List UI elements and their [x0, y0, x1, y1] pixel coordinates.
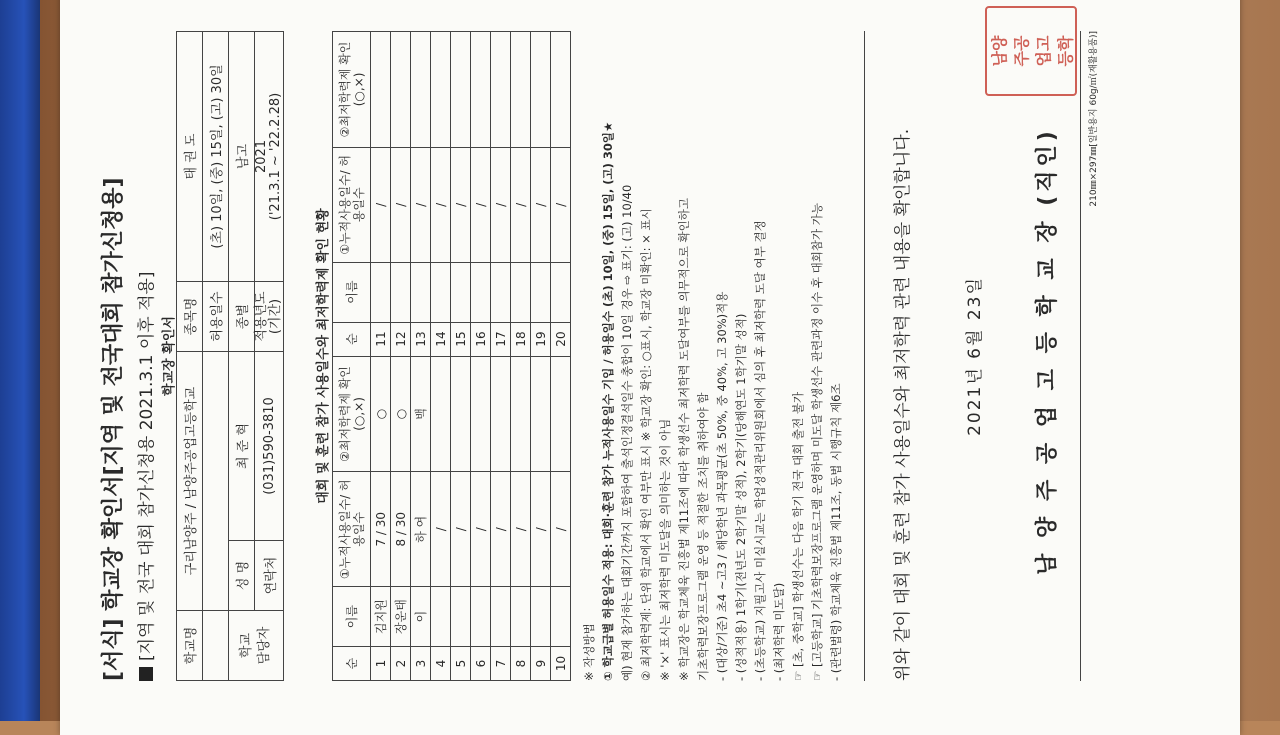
row-check: [451, 356, 471, 472]
note-line: ☞ [고등학교] 기초학력보장프로그램 운영하며 미도달 학생선수 관련과정 이수 후 대회참가 가능: [810, 203, 824, 681]
row-check: [371, 32, 391, 148]
notes-block: [580, 122, 846, 681]
row-no: 11: [371, 322, 391, 356]
row-name: 김지원: [371, 587, 391, 647]
row-check: [491, 32, 511, 148]
note-line: 기초학력보장프로그램 운영 등 적절한 조치를 취하여야 함: [696, 392, 710, 681]
row-name: [511, 262, 531, 322]
note-line: - (관련법령) 학교체육 진흥법 제11조, 동법 시행규칙 제6조: [829, 383, 843, 681]
row-no: 15: [451, 322, 471, 356]
table-row: [371, 32, 391, 681]
row-no: 1: [371, 647, 391, 681]
table-row: [531, 32, 551, 681]
page-title: [132, 271, 157, 681]
row-days: /: [391, 147, 411, 262]
row-no: 16: [471, 322, 491, 356]
table-row: [411, 32, 431, 681]
row-check: [471, 356, 491, 472]
note-line: ☞ [초, 중학교] 학생선수는 다음 학기 전국 대회 출전 불가: [791, 391, 805, 681]
athletes-table: [332, 31, 571, 681]
col-days: ①누적사용일수/ 허용일수: [333, 472, 371, 587]
row-days: /: [511, 472, 531, 587]
event-value: 태 권 도: [177, 32, 203, 282]
note-line: ※ '×' 표시는 최저학력 미도달을 의미하는 것이 아님: [658, 418, 672, 681]
col-days: ①누적사용일수/ 허용일수: [333, 147, 371, 262]
note-line: ② 최저학력제: 단위 학교에서 확인 여부만 표시 ※ 학교장 확인: ○표시, 학교장 미확인: × 표시: [639, 208, 653, 681]
row-name: [551, 262, 571, 322]
row-check: [551, 356, 571, 472]
doc-heading: 학교장 확인서: [162, 316, 177, 396]
row-name: [371, 262, 391, 322]
section-heading: 대회 및 훈련 참가 사용일수와 최저학력제 확인 현황: [316, 208, 331, 504]
row-check: [491, 356, 511, 472]
col-name: 이름: [333, 587, 371, 647]
row-name: 이: [411, 587, 431, 647]
athletes-table-body: [371, 32, 571, 681]
row-no: 7: [491, 647, 511, 681]
note-line: - (최저학력 미도달): [772, 582, 786, 681]
school-row-label: 학교: [239, 632, 254, 659]
row-days: /: [491, 472, 511, 587]
year-value-cell: [255, 32, 284, 282]
row-days: /: [531, 147, 551, 262]
row-days: /: [551, 472, 571, 587]
row-name: [411, 262, 431, 322]
row-days: /: [471, 472, 491, 587]
notes-heading: ※ 작성방법: [582, 623, 596, 681]
row-days: /: [551, 147, 571, 262]
row-name: [531, 587, 551, 647]
row-name: [531, 262, 551, 322]
note-line: ① 학교급별 허용일수 적용: 대회·훈련 참가 누적사용일수 기입 / 허용일수 (초) 10일, (중) 15일, (고) 30일★: [601, 121, 615, 681]
table-row: [451, 32, 471, 681]
issue-date: 2021년 6월 23일: [965, 276, 985, 436]
table-row: [431, 32, 451, 681]
row-check: [551, 32, 571, 148]
row-no: 9: [531, 647, 551, 681]
row-check: [451, 32, 471, 148]
paper-footnote: 210㎜×297㎜[일반용지 60g/㎡(재활용품)]: [1089, 31, 1099, 207]
row-days: /: [431, 472, 451, 587]
row-check: [391, 32, 411, 148]
note-line: - (대상/기준) 초4 ~고3 / 해당학년 과목평균(초 50%, 중 40%, 고 30%)적용: [715, 291, 729, 681]
row-days: 하 여: [411, 472, 431, 587]
closing-statement: 위와 같이 대회 및 훈련 참가 사용일수와 최저학력 관련 내용을 확인합니다.: [893, 128, 913, 681]
name-value: 최 준 혁: [229, 352, 255, 541]
school-value: 구리남양주 / 남양주공업고등학교: [177, 352, 203, 611]
note-line: 예) 현재 참가하는 대회기간까지 포함하여 출석인정결석일수 총합이 10일 경우 ⇨ 표기: (고) 10/40: [620, 184, 634, 681]
contact-label: 연락처: [255, 541, 284, 611]
row-no: 10: [551, 647, 571, 681]
row-check: [431, 32, 451, 148]
row-name: [431, 262, 451, 322]
row-name: [451, 587, 471, 647]
table-row: [551, 32, 571, 681]
gender-label: 종별: [229, 282, 255, 352]
period-label: (기간): [268, 298, 283, 335]
row-no: 13: [411, 322, 431, 356]
days-label: 허용일수: [203, 282, 229, 352]
document-page: [80, 1, 1230, 711]
row-days: /: [511, 147, 531, 262]
row-name: [431, 587, 451, 647]
row-name: [471, 587, 491, 647]
row-name: [471, 262, 491, 322]
row-check: [471, 32, 491, 148]
row-days: /: [431, 147, 451, 262]
row-no: 3: [411, 647, 431, 681]
row-check: [511, 32, 531, 148]
row-days: /: [471, 147, 491, 262]
row-no: 5: [451, 647, 471, 681]
staff-label: 담당자: [257, 626, 272, 665]
row-check: [531, 356, 551, 472]
row-name: 장운태: [391, 587, 411, 647]
row-no: 2: [391, 647, 411, 681]
col-no: 순: [333, 322, 371, 356]
row-days: 7 / 30: [371, 472, 391, 587]
row-days: /: [371, 147, 391, 262]
note-line: ※ 학교장은 학교체육 진흥법 제11조에 따라 학생선수 최저학력 도달여부를 의무적으로 확인하고: [677, 198, 691, 681]
name-label: 성 명: [229, 541, 255, 611]
row-no: 8: [511, 647, 531, 681]
blank-cell: [203, 352, 229, 611]
col-no: 순: [333, 647, 371, 681]
row-days: /: [451, 472, 471, 587]
school-seal-stamp: 남양 주공 업고 등학: [985, 6, 1077, 96]
row-name: [491, 587, 511, 647]
row-name: [391, 262, 411, 322]
row-check: ○: [371, 356, 391, 472]
row-name: [451, 262, 471, 322]
row-check: [431, 356, 451, 472]
row-days: /: [491, 147, 511, 262]
table-row: [391, 32, 411, 681]
school-label: 학교명: [177, 611, 203, 681]
row-check: [531, 32, 551, 148]
blue-folder: [0, 0, 40, 721]
row-days: /: [451, 147, 471, 262]
row-days: /: [531, 472, 551, 587]
row-days: /: [411, 147, 431, 262]
footer-divider: [1080, 31, 1081, 681]
row-no: 4: [431, 647, 451, 681]
table-row: [471, 32, 491, 681]
row-no: 19: [531, 322, 551, 356]
note-line: - (초등학교) 지필고사 미실시교는 학업성적관리위원회에서 심의 후 최저학력 도달 여부 결정: [753, 220, 767, 681]
year-value: 2021: [254, 139, 269, 174]
row-no: 20: [551, 322, 571, 356]
period-value: ('21.3.1 ~ '22.2.28): [268, 92, 283, 221]
row-no: 14: [431, 322, 451, 356]
col-name: 이름: [333, 262, 371, 322]
info-table: [176, 31, 284, 681]
gender-value: 남고: [229, 32, 255, 282]
col-check: ②최저학력제 확인(○,×): [333, 32, 371, 148]
row-check: [511, 356, 531, 472]
year-label: 적용년도: [254, 291, 269, 342]
row-no: 12: [391, 322, 411, 356]
days-value: (초) 10일, (중) 15일, (고) 30일: [203, 32, 229, 282]
school-signature: 남 양 주 공 업 고 등 학 교 장 (직인): [1035, 127, 1060, 575]
row-name: [491, 262, 511, 322]
row-no: 17: [491, 322, 511, 356]
row-check: 백: [411, 356, 431, 472]
row-name: [551, 587, 571, 647]
square-bullet-icon: [139, 667, 153, 681]
divider: [864, 31, 865, 681]
event-label: 종목명: [177, 282, 203, 352]
page-title-text: [지역 및 전국 대회 참가신청용 2021.3.1 이후 적용]: [137, 271, 157, 661]
row-name: [511, 587, 531, 647]
year-label-cell: [255, 282, 284, 352]
table-row: [511, 32, 531, 681]
contact-value: (031)590-3810: [255, 352, 284, 541]
form-label: [서식] 학교장 확인서[지역 및 전국대회 참가신청용]: [101, 177, 126, 681]
table-row: [491, 32, 511, 681]
row-check: [411, 32, 431, 148]
row-check: ○: [391, 356, 411, 472]
col-check: ②최저학력제 확인(○,×): [333, 356, 371, 472]
row-days: 8 / 30: [391, 472, 411, 587]
note-line: - (성적적용) 1학기(전년도 2학기말 성적), 2학기(당해연도 1학기말 성적): [734, 313, 748, 681]
blank-cell: [203, 611, 229, 681]
row-no: 18: [511, 322, 531, 356]
row-no: 6: [471, 647, 491, 681]
notes-lines: [599, 122, 846, 681]
staff-cell: [229, 611, 284, 681]
